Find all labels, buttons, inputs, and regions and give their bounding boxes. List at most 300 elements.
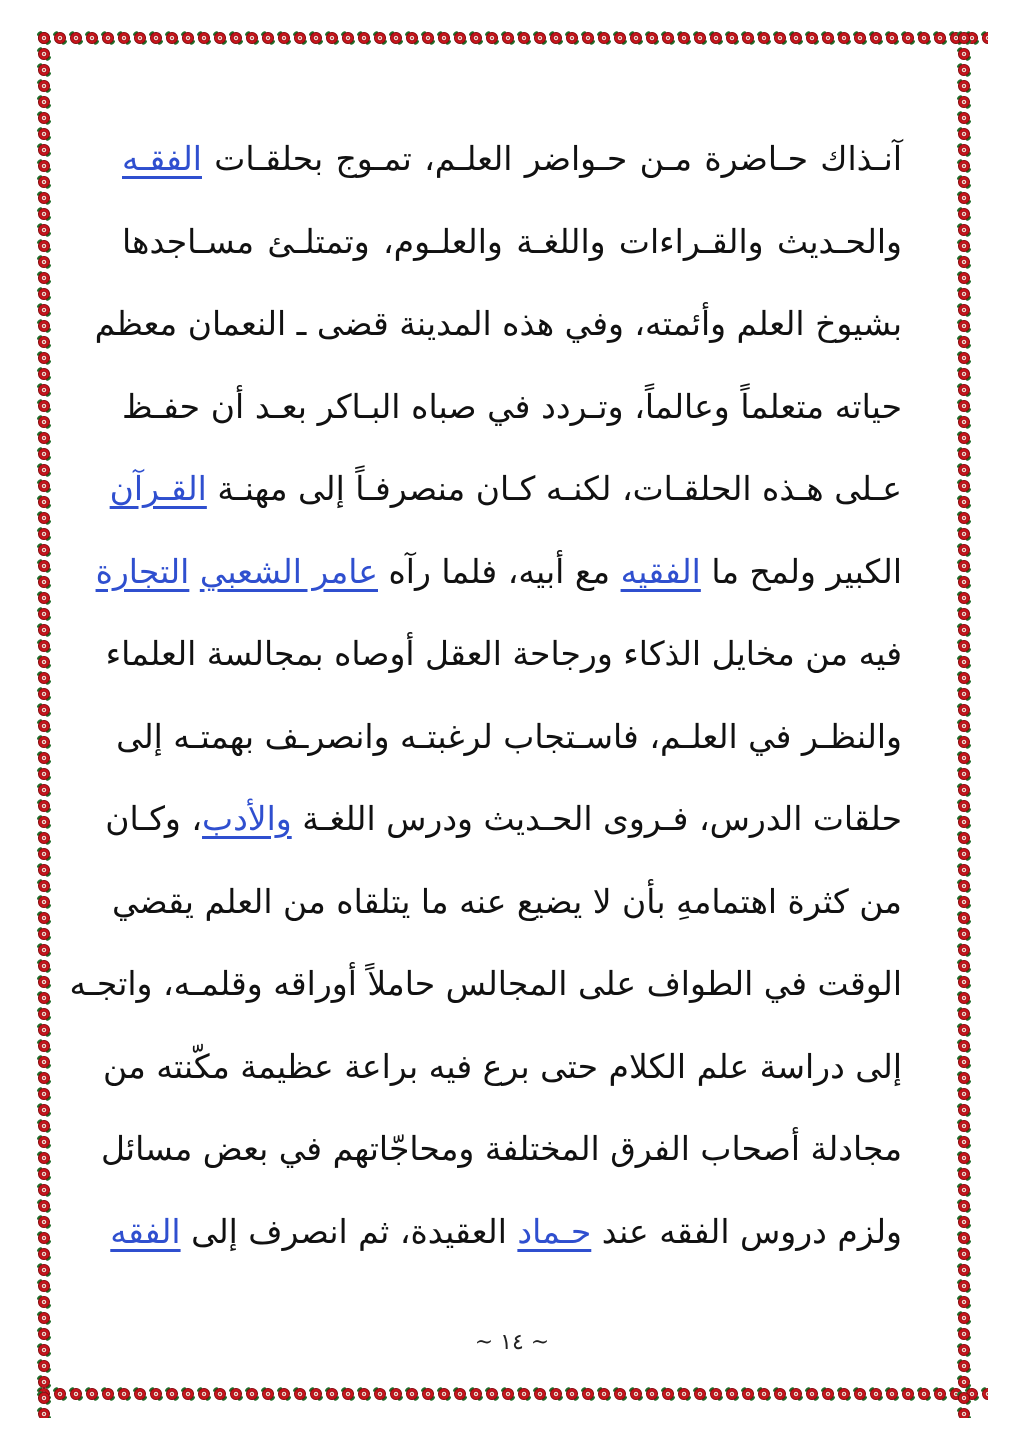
- red-flower-green-leaf-icon: [612, 1386, 628, 1402]
- red-flower-green-leaf-icon: [36, 1278, 52, 1294]
- red-flower-green-leaf-icon: [956, 1182, 972, 1198]
- red-flower-green-leaf-icon: [36, 1134, 52, 1150]
- red-flower-green-leaf-icon: [956, 670, 972, 686]
- red-flower-green-leaf-icon: [956, 238, 972, 254]
- red-flower-green-leaf-icon: [36, 334, 52, 350]
- hyperlink[interactable]: حـماد: [517, 1211, 592, 1251]
- red-flower-green-leaf-icon: [36, 606, 52, 622]
- red-flower-green-leaf-icon: [708, 30, 724, 46]
- red-flower-green-leaf-icon: [180, 30, 196, 46]
- red-flower-green-leaf-icon: [956, 302, 972, 318]
- red-flower-green-leaf-icon: [36, 1118, 52, 1134]
- red-flower-green-leaf-icon: [956, 1390, 972, 1406]
- red-flower-green-leaf-icon: [148, 1386, 164, 1402]
- red-flower-green-leaf-icon: [884, 1386, 900, 1402]
- red-flower-green-leaf-icon: [276, 1386, 292, 1402]
- red-flower-green-leaf-icon: [916, 1386, 932, 1402]
- red-flower-green-leaf-icon: [956, 1374, 972, 1390]
- red-flower-green-leaf-icon: [756, 30, 772, 46]
- red-flower-green-leaf-icon: [244, 1386, 260, 1402]
- red-flower-green-leaf-icon: [132, 30, 148, 46]
- red-flower-green-leaf-icon: [212, 30, 228, 46]
- red-flower-green-leaf-icon: [36, 398, 52, 414]
- red-flower-green-leaf-icon: [180, 1386, 196, 1402]
- red-flower-green-leaf-icon: [36, 734, 52, 750]
- red-flower-green-leaf-icon: [36, 558, 52, 574]
- red-flower-green-leaf-icon: [956, 1262, 972, 1278]
- text-segment: إلى دراسة علم الكلام حتى برع فيه براعة عظيمة مكّنته من: [102, 1046, 902, 1086]
- red-flower-green-leaf-icon: [484, 1386, 500, 1402]
- red-flower-green-leaf-icon: [868, 30, 884, 46]
- red-flower-green-leaf-icon: [956, 1198, 972, 1214]
- red-flower-green-leaf-icon: [956, 430, 972, 446]
- red-flower-green-leaf-icon: [36, 766, 52, 782]
- red-flower-green-leaf-icon: [36, 702, 52, 718]
- red-flower-green-leaf-icon: [372, 30, 388, 46]
- red-flower-green-leaf-icon: [724, 30, 740, 46]
- red-flower-green-leaf-icon: [956, 382, 972, 398]
- red-flower-green-leaf-icon: [36, 926, 52, 942]
- text-line: [105, 613, 902, 696]
- red-flower-green-leaf-icon: [932, 30, 948, 46]
- red-flower-green-leaf-icon: [956, 1358, 972, 1374]
- red-flower-green-leaf-icon: [36, 1006, 52, 1022]
- red-flower-green-leaf-icon: [132, 1386, 148, 1402]
- red-flower-green-leaf-icon: [956, 1246, 972, 1262]
- red-flower-green-leaf-icon: [36, 1150, 52, 1166]
- red-flower-green-leaf-icon: [36, 206, 52, 222]
- red-flower-green-leaf-icon: [36, 174, 52, 190]
- red-flower-green-leaf-icon: [468, 1386, 484, 1402]
- red-flower-green-leaf-icon: [956, 830, 972, 846]
- red-flower-green-leaf-icon: [36, 638, 52, 654]
- red-flower-green-leaf-icon: [484, 30, 500, 46]
- red-flower-green-leaf-icon: [788, 1386, 804, 1402]
- red-flower-green-leaf-icon: [468, 30, 484, 46]
- red-flower-green-leaf-icon: [956, 1102, 972, 1118]
- red-flower-green-leaf-icon: [36, 494, 52, 510]
- red-flower-green-leaf-icon: [820, 1386, 836, 1402]
- red-flower-green-leaf-icon: [956, 990, 972, 1006]
- text-segment: مع أبيه، فلما رآه: [378, 551, 621, 591]
- red-flower-green-leaf-icon: [804, 1386, 820, 1402]
- red-flower-green-leaf-icon: [956, 1342, 972, 1358]
- red-flower-green-leaf-icon: [260, 1386, 276, 1402]
- red-flower-green-leaf-icon: [36, 382, 52, 398]
- red-flower-green-leaf-icon: [956, 190, 972, 206]
- text-segment: والنظـر في العلـم، فاسـتجاب لرغبتـه وانصرـف بهمتـه إلى: [116, 716, 902, 756]
- red-flower-green-leaf-icon: [36, 814, 52, 830]
- red-flower-green-leaf-icon: [36, 862, 52, 878]
- red-flower-green-leaf-icon: [36, 798, 52, 814]
- red-flower-green-leaf-icon: [36, 1038, 52, 1054]
- red-flower-green-leaf-icon: [36, 1342, 52, 1358]
- red-flower-green-leaf-icon: [956, 1054, 972, 1070]
- red-flower-green-leaf-icon: [956, 398, 972, 414]
- red-flower-green-leaf-icon: [900, 30, 916, 46]
- red-flower-green-leaf-icon: [36, 894, 52, 910]
- red-flower-green-leaf-icon: [956, 270, 972, 286]
- red-flower-green-leaf-icon: [956, 606, 972, 622]
- red-flower-green-leaf-icon: [740, 30, 756, 46]
- red-flower-green-leaf-icon: [932, 1386, 948, 1402]
- red-flower-green-leaf-icon: [36, 590, 52, 606]
- red-flower-green-leaf-icon: [276, 30, 292, 46]
- red-flower-green-leaf-icon: [804, 30, 820, 46]
- red-flower-green-leaf-icon: [956, 1150, 972, 1166]
- text-segment: الكبير ولمح ما: [700, 551, 902, 591]
- red-flower-green-leaf-icon: [420, 30, 436, 46]
- red-flower-green-leaf-icon: [956, 638, 972, 654]
- red-flower-green-leaf-icon: [772, 1386, 788, 1402]
- red-flower-green-leaf-icon: [956, 30, 972, 46]
- red-flower-green-leaf-icon: [340, 1386, 356, 1402]
- red-flower-green-leaf-icon: [956, 958, 972, 974]
- red-flower-green-leaf-icon: [956, 878, 972, 894]
- hyperlink[interactable]: الفقـه: [122, 139, 202, 178]
- red-flower-green-leaf-icon: [68, 1386, 84, 1402]
- red-flower-green-leaf-icon: [36, 1310, 52, 1326]
- text-segment: آنـذاك حـاضرة مـن حـواضر العلـم، تمـوج بحلقـات: [201, 139, 902, 178]
- red-flower-green-leaf-icon: [308, 30, 324, 46]
- red-flower-green-leaf-icon: [36, 1022, 52, 1038]
- red-flower-green-leaf-icon: [660, 30, 676, 46]
- red-flower-green-leaf-icon: [36, 542, 52, 558]
- red-flower-green-leaf-icon: [116, 30, 132, 46]
- text-line: [122, 118, 902, 201]
- red-flower-green-leaf-icon: [956, 766, 972, 782]
- text-line: [95, 531, 902, 614]
- red-flower-green-leaf-icon: [292, 30, 308, 46]
- red-flower-green-leaf-icon: [612, 30, 628, 46]
- red-flower-green-leaf-icon: [36, 1198, 52, 1214]
- red-flower-green-leaf-icon: [452, 1386, 468, 1402]
- red-flower-green-leaf-icon: [724, 1386, 740, 1402]
- red-flower-green-leaf-icon: [956, 94, 972, 110]
- red-flower-green-leaf-icon: [36, 686, 52, 702]
- red-flower-green-leaf-icon: [196, 30, 212, 46]
- red-flower-green-leaf-icon: [660, 1386, 676, 1402]
- red-flower-green-leaf-icon: [36, 110, 52, 126]
- text-segment: من كثرة اهتمامهِ بأن لا يضيع عنه ما يتلقاه من العلم يقضي: [111, 881, 902, 921]
- red-flower-green-leaf-icon: [84, 1386, 100, 1402]
- text-line: [122, 201, 902, 284]
- page-number: ~ ١٤ ~: [474, 1330, 550, 1355]
- red-flower-green-leaf-icon: [36, 654, 52, 670]
- red-flower-green-leaf-icon: [956, 542, 972, 558]
- red-flower-green-leaf-icon: [580, 1386, 596, 1402]
- red-flower-green-leaf-icon: [628, 1386, 644, 1402]
- red-flower-green-leaf-icon: [956, 862, 972, 878]
- red-flower-green-leaf-icon: [956, 414, 972, 430]
- red-flower-green-leaf-icon: [36, 46, 52, 62]
- red-flower-green-leaf-icon: [36, 830, 52, 846]
- red-flower-green-leaf-icon: [956, 286, 972, 302]
- red-flower-green-leaf-icon: [956, 222, 972, 238]
- red-flower-green-leaf-icon: [116, 1386, 132, 1402]
- red-flower-green-leaf-icon: [516, 1386, 532, 1402]
- red-flower-green-leaf-icon: [956, 110, 972, 126]
- red-flower-green-leaf-icon: [532, 30, 548, 46]
- red-flower-green-leaf-icon: [36, 126, 52, 142]
- red-flower-green-leaf-icon: [956, 750, 972, 766]
- red-flower-green-leaf-icon: [100, 1386, 116, 1402]
- red-flower-green-leaf-icon: [548, 30, 564, 46]
- red-flower-green-leaf-icon: [956, 462, 972, 478]
- red-flower-green-leaf-icon: [36, 478, 52, 494]
- text-segment: عـلى هـذه الحلقـات، لكنـه كـان منصرفـاً إلى مهنـة: [206, 469, 902, 508]
- red-flower-green-leaf-icon: [36, 446, 52, 462]
- red-flower-green-leaf-icon: [956, 814, 972, 830]
- red-flower-green-leaf-icon: [956, 1070, 972, 1086]
- hyperlink[interactable]: التجارة: [95, 551, 190, 591]
- red-flower-green-leaf-icon: [36, 1390, 52, 1406]
- decorative-border-right: [956, 30, 988, 1418]
- red-flower-green-leaf-icon: [956, 494, 972, 510]
- red-flower-green-leaf-icon: [956, 1022, 972, 1038]
- red-flower-green-leaf-icon: [36, 462, 52, 478]
- red-flower-green-leaf-icon: [324, 1386, 340, 1402]
- red-flower-green-leaf-icon: [956, 1230, 972, 1246]
- red-flower-green-leaf-icon: [956, 254, 972, 270]
- red-flower-green-leaf-icon: [564, 1386, 580, 1402]
- red-flower-green-leaf-icon: [388, 1386, 404, 1402]
- red-flower-green-leaf-icon: [956, 1278, 972, 1294]
- red-flower-green-leaf-icon: [372, 1386, 388, 1402]
- red-flower-green-leaf-icon: [548, 1386, 564, 1402]
- red-flower-green-leaf-icon: [36, 942, 52, 958]
- text-segment: فيه من مخايل الذكاء ورجاحة العقل أوصاه بمجالسة العلماء: [105, 634, 902, 673]
- red-flower-green-leaf-icon: [36, 1214, 52, 1230]
- red-flower-green-leaf-icon: [956, 686, 972, 702]
- red-flower-green-leaf-icon: [956, 1134, 972, 1150]
- red-flower-green-leaf-icon: [564, 30, 580, 46]
- red-flower-green-leaf-icon: [500, 30, 516, 46]
- red-flower-green-leaf-icon: [772, 30, 788, 46]
- red-flower-green-leaf-icon: [36, 1246, 52, 1262]
- red-flower-green-leaf-icon: [36, 1070, 52, 1086]
- red-flower-green-leaf-icon: [956, 1326, 972, 1342]
- red-flower-green-leaf-icon: [36, 718, 52, 734]
- red-flower-green-leaf-icon: [708, 1386, 724, 1402]
- red-flower-green-leaf-icon: [956, 1006, 972, 1022]
- text-segment: حياته متعلماً وعالماً، وتـردد في صباه البـاكر بعـد أن حفـظ: [122, 386, 902, 426]
- red-flower-green-leaf-icon: [228, 1386, 244, 1402]
- red-flower-green-leaf-icon: [644, 1386, 660, 1402]
- red-flower-green-leaf-icon: [228, 30, 244, 46]
- red-flower-green-leaf-icon: [164, 30, 180, 46]
- red-flower-green-leaf-icon: [956, 942, 972, 958]
- red-flower-green-leaf-icon: [36, 1262, 52, 1278]
- page-body: [69, 118, 902, 1273]
- red-flower-green-leaf-icon: [956, 478, 972, 494]
- red-flower-green-leaf-icon: [36, 78, 52, 94]
- red-flower-green-leaf-icon: [36, 1086, 52, 1102]
- red-flower-green-leaf-icon: [356, 1386, 372, 1402]
- text-line: [69, 943, 902, 1026]
- red-flower-green-leaf-icon: [644, 30, 660, 46]
- hyperlink[interactable]: الفقيه: [620, 551, 701, 591]
- red-flower-green-leaf-icon: [36, 1406, 52, 1418]
- text-segment: والحـديث والقـراءات واللغـة والعلـوم، وتمتلـئ مسـاجدها: [122, 221, 902, 261]
- red-flower-green-leaf-icon: [956, 1406, 972, 1418]
- text-segment: ولزم دروس الفقه عند: [591, 1211, 902, 1251]
- red-flower-green-leaf-icon: [956, 1214, 972, 1230]
- red-flower-green-leaf-icon: [36, 142, 52, 158]
- red-flower-green-leaf-icon: [956, 206, 972, 222]
- decorative-border-left: [36, 30, 68, 1418]
- red-flower-green-leaf-icon: [580, 30, 596, 46]
- red-flower-green-leaf-icon: [676, 30, 692, 46]
- text-segment: ، وكـان: [105, 799, 203, 838]
- hyperlink[interactable]: عامر الشعبي: [199, 551, 378, 591]
- red-flower-green-leaf-icon: [356, 30, 372, 46]
- text-line: [116, 696, 902, 779]
- red-flower-green-leaf-icon: [36, 846, 52, 862]
- red-flower-green-leaf-icon: [596, 30, 612, 46]
- red-flower-green-leaf-icon: [388, 30, 404, 46]
- red-flower-green-leaf-icon: [36, 1230, 52, 1246]
- hyperlink[interactable]: الفقه: [110, 1211, 181, 1251]
- red-flower-green-leaf-icon: [596, 1386, 612, 1402]
- text-segment: حلقات الدرس، فـروى الحـديث ودرس اللغـة: [291, 799, 902, 838]
- red-flower-green-leaf-icon: [900, 1386, 916, 1402]
- red-flower-green-leaf-icon: [884, 30, 900, 46]
- red-flower-green-leaf-icon: [36, 782, 52, 798]
- red-flower-green-leaf-icon: [212, 1386, 228, 1402]
- red-flower-green-leaf-icon: [292, 1386, 308, 1402]
- red-flower-green-leaf-icon: [36, 1182, 52, 1198]
- red-flower-green-leaf-icon: [260, 30, 276, 46]
- red-flower-green-leaf-icon: [628, 30, 644, 46]
- text-segment: الوقت في الطواف على المجالس حاملاً أوراقه وقلمـه، واتجـه: [69, 964, 902, 1003]
- text-segment: مجادلة أصحاب الفرق المختلفة ومحاجّاتهم في بعض مسائل: [100, 1129, 902, 1168]
- red-flower-green-leaf-icon: [148, 30, 164, 46]
- red-flower-green-leaf-icon: [36, 974, 52, 990]
- red-flower-green-leaf-icon: [36, 526, 52, 542]
- red-flower-green-leaf-icon: [788, 30, 804, 46]
- red-flower-green-leaf-icon: [956, 590, 972, 606]
- red-flower-green-leaf-icon: [404, 30, 420, 46]
- red-flower-green-leaf-icon: [756, 1386, 772, 1402]
- red-flower-green-leaf-icon: [340, 30, 356, 46]
- red-flower-green-leaf-icon: [956, 1118, 972, 1134]
- red-flower-green-leaf-icon: [956, 894, 972, 910]
- red-flower-green-leaf-icon: [244, 30, 260, 46]
- red-flower-green-leaf-icon: [452, 30, 468, 46]
- red-flower-green-leaf-icon: [436, 30, 452, 46]
- red-flower-green-leaf-icon: [36, 190, 52, 206]
- red-flower-green-leaf-icon: [532, 1386, 548, 1402]
- red-flower-green-leaf-icon: [36, 350, 52, 366]
- red-flower-green-leaf-icon: [956, 846, 972, 862]
- red-flower-green-leaf-icon: [956, 1166, 972, 1182]
- red-flower-green-leaf-icon: [956, 654, 972, 670]
- red-flower-green-leaf-icon: [36, 958, 52, 974]
- red-flower-green-leaf-icon: [956, 798, 972, 814]
- red-flower-green-leaf-icon: [956, 622, 972, 638]
- text-line: [111, 861, 902, 944]
- text-line: [122, 366, 902, 449]
- red-flower-green-leaf-icon: [956, 910, 972, 926]
- red-flower-green-leaf-icon: [956, 318, 972, 334]
- red-flower-green-leaf-icon: [820, 30, 836, 46]
- text-line: [100, 1108, 902, 1191]
- red-flower-green-leaf-icon: [36, 1326, 52, 1342]
- decorative-border-bottom: [36, 1386, 988, 1418]
- red-flower-green-leaf-icon: [68, 30, 84, 46]
- red-flower-green-leaf-icon: [36, 574, 52, 590]
- red-flower-green-leaf-icon: [956, 126, 972, 142]
- red-flower-green-leaf-icon: [36, 622, 52, 638]
- red-flower-green-leaf-icon: [956, 174, 972, 190]
- red-flower-green-leaf-icon: [36, 254, 52, 270]
- red-flower-green-leaf-icon: [836, 30, 852, 46]
- red-flower-green-leaf-icon: [956, 334, 972, 350]
- red-flower-green-leaf-icon: [100, 30, 116, 46]
- red-flower-green-leaf-icon: [36, 1102, 52, 1118]
- red-flower-green-leaf-icon: [36, 1166, 52, 1182]
- red-flower-green-leaf-icon: [956, 366, 972, 382]
- red-flower-green-leaf-icon: [956, 974, 972, 990]
- red-flower-green-leaf-icon: [36, 94, 52, 110]
- red-flower-green-leaf-icon: [84, 30, 100, 46]
- red-flower-green-leaf-icon: [36, 1054, 52, 1070]
- hyperlink[interactable]: والأدب: [202, 799, 292, 838]
- text-line: [94, 283, 902, 366]
- red-flower-green-leaf-icon: [956, 574, 972, 590]
- red-flower-green-leaf-icon: [956, 718, 972, 734]
- hyperlink[interactable]: القـرآن: [109, 469, 207, 508]
- red-flower-green-leaf-icon: [36, 302, 52, 318]
- red-flower-green-leaf-icon: [36, 62, 52, 78]
- red-flower-green-leaf-icon: [404, 1386, 420, 1402]
- red-flower-green-leaf-icon: [956, 350, 972, 366]
- red-flower-green-leaf-icon: [196, 1386, 212, 1402]
- text-line: [102, 1026, 902, 1109]
- decorative-border-top: [36, 30, 988, 62]
- red-flower-green-leaf-icon: [36, 510, 52, 526]
- red-flower-green-leaf-icon: [956, 734, 972, 750]
- red-flower-green-leaf-icon: [36, 30, 52, 46]
- red-flower-green-leaf-icon: [956, 1038, 972, 1054]
- red-flower-green-leaf-icon: [916, 30, 932, 46]
- red-flower-green-leaf-icon: [956, 1310, 972, 1326]
- red-flower-green-leaf-icon: [36, 1294, 52, 1310]
- red-flower-green-leaf-icon: [956, 446, 972, 462]
- red-flower-green-leaf-icon: [852, 30, 868, 46]
- red-flower-green-leaf-icon: [436, 1386, 452, 1402]
- red-flower-green-leaf-icon: [956, 510, 972, 526]
- red-flower-green-leaf-icon: [36, 414, 52, 430]
- red-flower-green-leaf-icon: [956, 142, 972, 158]
- red-flower-green-leaf-icon: [956, 1086, 972, 1102]
- red-flower-green-leaf-icon: [324, 30, 340, 46]
- red-flower-green-leaf-icon: [956, 78, 972, 94]
- red-flower-green-leaf-icon: [836, 1386, 852, 1402]
- red-flower-green-leaf-icon: [36, 1374, 52, 1390]
- red-flower-green-leaf-icon: [36, 910, 52, 926]
- red-flower-green-leaf-icon: [500, 1386, 516, 1402]
- red-flower-green-leaf-icon: [36, 878, 52, 894]
- text-line: [109, 448, 902, 531]
- red-flower-green-leaf-icon: [516, 30, 532, 46]
- red-flower-green-leaf-icon: [692, 1386, 708, 1402]
- red-flower-green-leaf-icon: [852, 1386, 868, 1402]
- red-flower-green-leaf-icon: [956, 158, 972, 174]
- red-flower-green-leaf-icon: [164, 1386, 180, 1402]
- text-line: [105, 778, 902, 861]
